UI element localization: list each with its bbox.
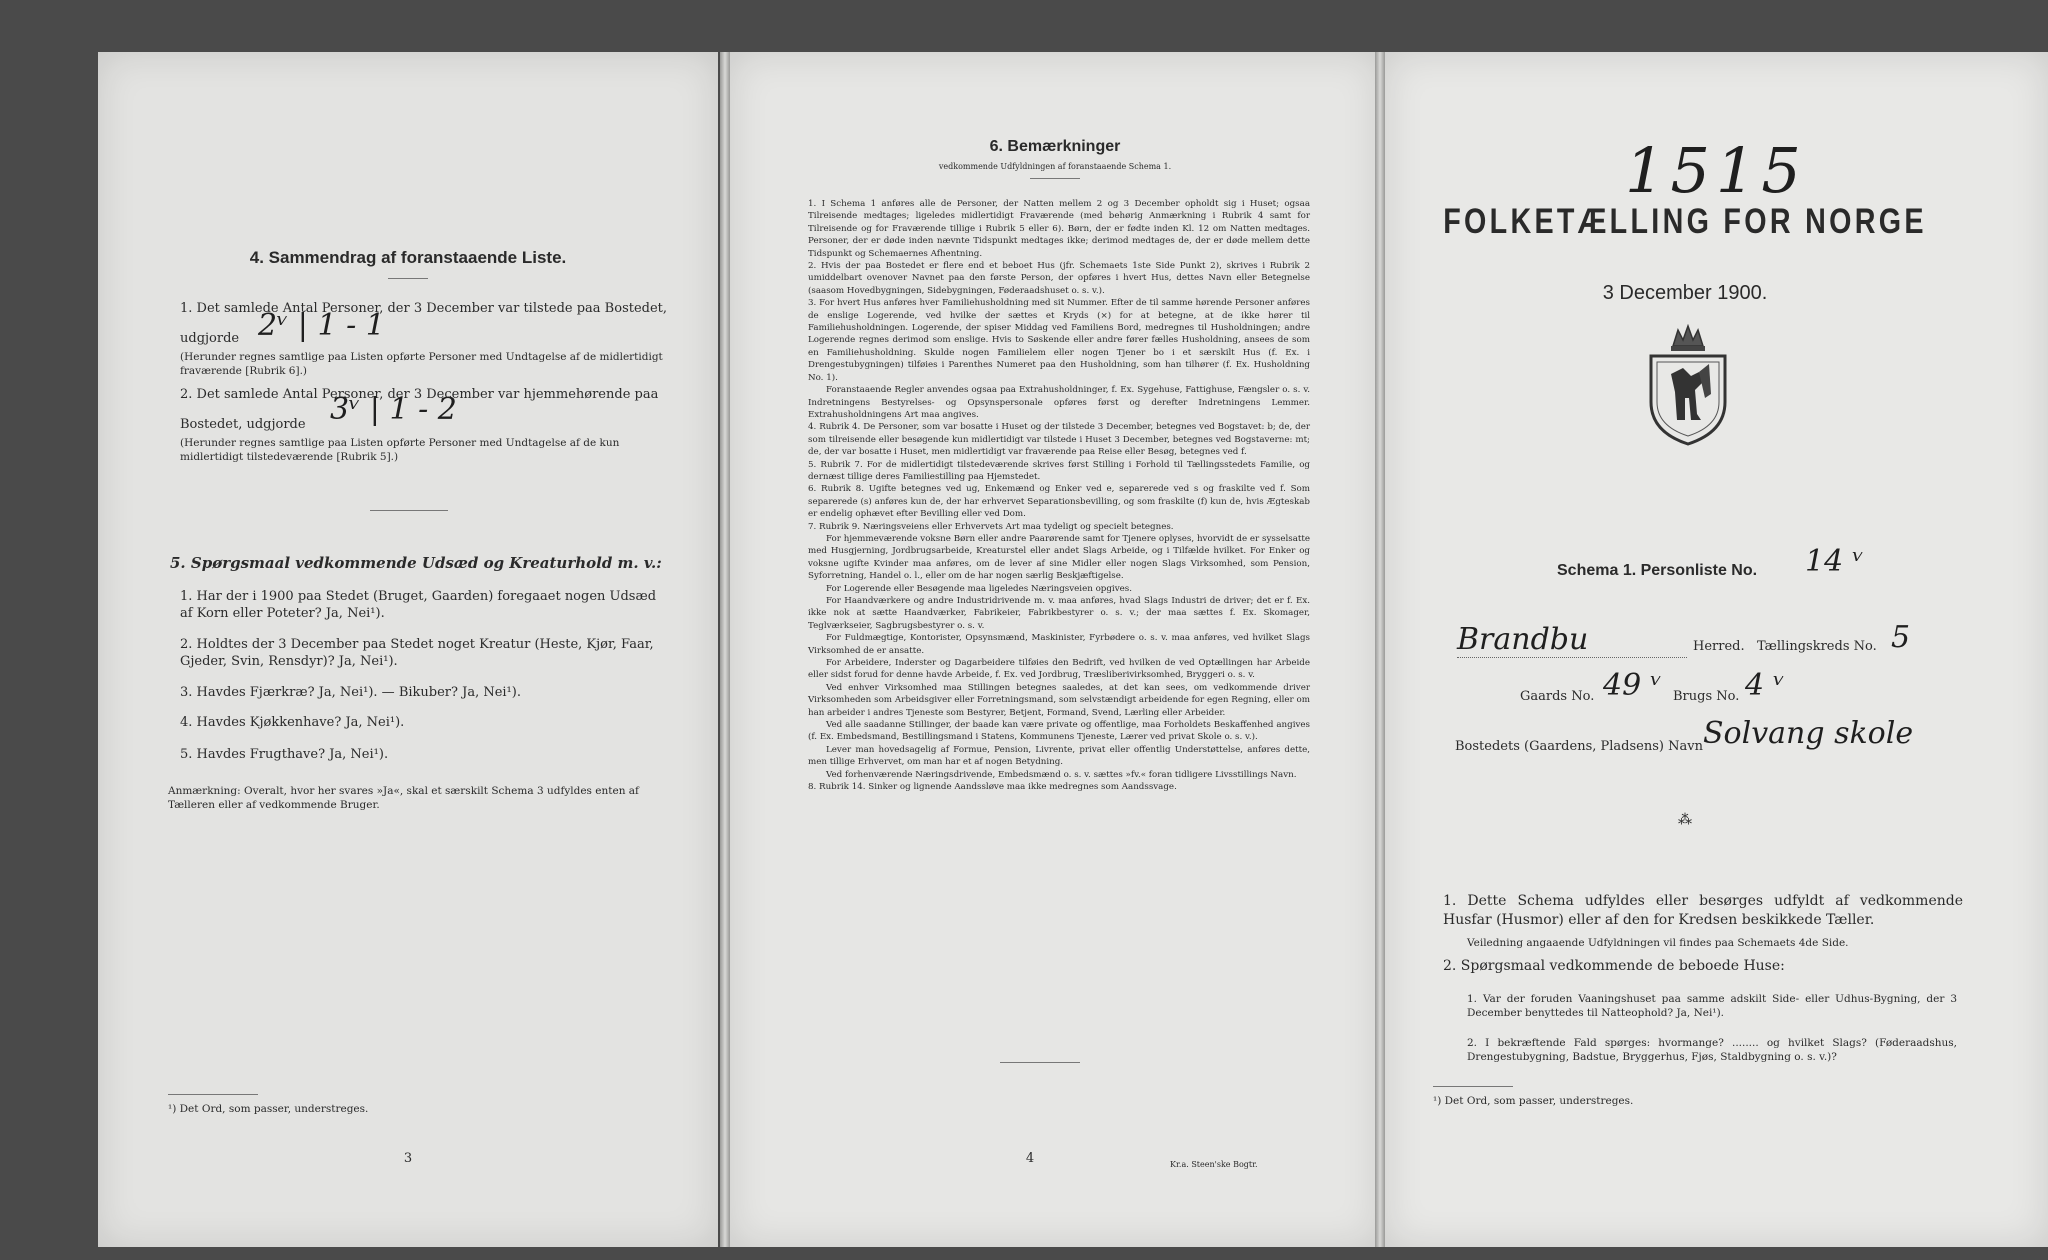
item2-note: (Herunder regnes samtlige paa Listen opførte Personer med Undtagelse af de kun midlertidigt tilstedeværende [Rubrik 5].) (180, 437, 620, 463)
remark-7i: Lever man hovedsagelig af Formue, Pension, Livrente, privat eller offentlig Understøttelse, anføres dette, men tillige Erhvervet, om man har et af nogen Betydning. (808, 744, 1310, 768)
instruction-2: 2. Spørgsmaal vedkommende de beboede Huse: (1443, 958, 1785, 974)
question-1: 1. Har der i 1900 paa Stedet (Bruget, Gaarden) foregaaet nogen Udsæd af Korn eller Poteter? Ja, Nei¹). (180, 589, 657, 621)
remark-7c: For Logerende eller Besøgende maa ligeledes Næringsveien opgives. (826, 583, 1132, 594)
instruction-2-1: 1. Var der foruden Vaaningshuset paa samme adskilt Side- eller Udhus-Bygning, der 3 December benyttedes til Natteophold? Ja, Nei¹). (1467, 993, 1957, 1019)
item1-value: 2ᵛ | 1 - 1 (258, 308, 385, 343)
instruction-2-2: 2. I bekræftende Fald spørges: hvormange? ........ og hvilket Slags? (Føderaadshus, Drengestubygning, Badstue, Bryggerhus, Fjøs, Staldbygning o. s. v.)? (1467, 1037, 1957, 1063)
kreds-label: Tællingskreds No. (1757, 639, 1877, 654)
bosted-label: Bostedets (Gaardens, Pladsens) Navn (1455, 739, 1703, 754)
remarks-subtitle: vedkommende Udfyldningen af foranstaaende Schema 1. (938, 162, 1172, 171)
brugs-value: 4 ᵛ (1745, 668, 1785, 703)
book-spine (720, 52, 730, 1247)
gaards-value: 49 ᵛ (1603, 668, 1662, 703)
footnote-rule (168, 1094, 258, 1095)
question-2: 2. Holdtes der 3 December paa Stedet noget Kreatur (Heste, Kjør, Faar, Gjeder, Svin, Rensdyr)? Ja, Nei¹). (180, 637, 654, 669)
page-number: 3 (403, 1151, 413, 1166)
divider (1000, 1062, 1080, 1063)
main-title: FOLKETÆLLING FOR NORGE (1443, 202, 1927, 241)
question-5: 5. Havdes Frugthave? Ja, Nei¹). (180, 747, 389, 762)
page-1 (1385, 52, 2048, 1247)
brugs-label: Brugs No. (1673, 689, 1740, 704)
schema-value: 14 ᵛ (1805, 544, 1864, 579)
remark-7d: For Haandværkere og andre Industridrivende m. v. maa anføres, hvad Slags Industri de driver; det er f. Ex. ikke nok at sætte Haandværker, Fabrikeier, Fabrikbestyrer o. s. v.; der maa sættes f. Ex. Skomager, Teglværkseier, Sagbrugsbestyrer o. s. v. (808, 596, 1310, 631)
remark-7j: Ved forhenværende Næringsdrivende, Embedsmænd o. s. v. sættes »fv.« foran tidligere Livsstillings Navn. (826, 769, 1297, 780)
remark-7: 7. Rubrik 9. Næringsveiens eller Erhvervets Art maa tydeligt og specielt betegnes. (808, 521, 1174, 532)
item1-text: 1. Det samlede Antal Personer, der 3 December var tilstede paa Bostedet, (180, 301, 668, 316)
instruction-1: 1. Dette Schema udfyldes eller besørges udfyldt af vedkommende Husfar (Husmor) eller af den for Kredsen beskikkede Tæller. (1443, 893, 1963, 928)
remark-5: 5. Rubrik 7. For de midlertidigt tilstedeværende skrives først Stilling i Forhold til Tællingsstedets Familie, og dernæst tillige deres Familiestilling paa Hjemstedet. (808, 459, 1310, 482)
book-spine (1375, 52, 1385, 1247)
remark-7b: For hjemmeværende voksne Børn eller andre Paarørende samt for Tjenere oplyses, hvorvidt de er sysselsatte med Husgjerning, Jordbrugsarbeide, Kreaturstel eller andet Slags Arbeide, og i Tilfælde hvilket. For Enker og voksne ugifte Kvinder maa anføres, om de lever af sine Midler eller nogen Slags Virksomhed, som Pension, Syforretning, Handel o. l., eller om de har nogen særlig Beskjæftigelse. (808, 533, 1310, 582)
footnote: ¹) Det Ord, som passer, understreges. (1433, 1095, 1634, 1107)
divider (388, 278, 428, 279)
remark-4: 4. Rubrik 4. De Personer, som var bosatte i Huset og der tilstede 3 December, betegnes ved Bogstavet: b; de, der som tilreisende eller besøgende kun midlertidigt var tilstede i Huset 3 December, betegnes ved Bogstaverne: mt; de, der var bosatte i Huset, men midlertidigt var fraværende paa Reise eller Besøg, betegnes ved f. (808, 422, 1310, 458)
remark-2: 2. Hvis der paa Bostedet er flere end et beboet Hus (jfr. Schemaets 1ste Side Punkt 2), skrives i Rubrik 2 umiddelbart ovenover Navnet paa den første Person, der opføres i hvert Hus, dettes Navn eller Betegnelse (saasom Hovedbygningen, Sidebygningen, Føderaadshuset o. s. v.). (808, 261, 1310, 296)
bosted-value: Solvang skole (1703, 716, 1914, 751)
schema-label: Schema 1. Personliste No. (1557, 562, 1758, 579)
divider (1030, 178, 1080, 179)
page-3 (98, 52, 718, 1247)
printer-mark: Kr.a. Steen'ske Bogtr. (1170, 1160, 1258, 1169)
coat-of-arms-icon (1645, 324, 1731, 448)
page-4 (730, 52, 1380, 1247)
question-4: 4. Havdes Kjøkkenhave? Ja, Nei¹). (180, 715, 405, 730)
remarks-title: 6. Bemærkninger (989, 138, 1121, 155)
divider (370, 510, 448, 511)
item2-text: 2. Det samlede Antal Personer, der 3 December var hjemmehørende paa (180, 387, 659, 402)
footnote: ¹) Det Ord, som passer, understreges. (168, 1103, 369, 1115)
instruction-1-note: Veiledning angaaende Udfyldningen vil findes paa Schemaets 4de Side. (1467, 937, 1849, 949)
anmaerkning: Anmærkning: Overalt, hvor her svares »Ja«, skal et særskilt Schema 3 udfyldes enten af Tælleren eller af vedkommende Bruger. (168, 785, 639, 811)
census-date: 3 December 1900. (1602, 282, 1768, 304)
herred-label: Herred. (1693, 639, 1745, 654)
ornament: ⁂ (1678, 812, 1692, 828)
remark-1: 1. I Schema 1 anføres alle de Personer, der Natten mellem 2 og 3 December opholdt sig i Huset; ogsaa Tilreisende medtages; ligeledes midlertidigt Fraværende (med behørig Anmærkning i Rubrik 4 samt for Tilreisende og for Fraværende tillige i Rubrik 5 eller 6). Børn, der er fødte inden Kl. 12 om Natten medtages. Personer, der er døde inden nævnte Tidspunkt medtages ikke; derimod medtages de, der er døde mellem dette Tidspunkt og Schemaernes Afhentning. (808, 199, 1310, 259)
section5-title: 5. Spørgsmaal vedkommende Udsæd og Kreaturhold m. v.: (170, 554, 662, 572)
remarks-body (808, 198, 1310, 794)
item2-bostedet: Bostedet, udgjorde (180, 417, 306, 432)
herred-value: Brandbu (1457, 622, 1687, 658)
item1-udgjorde: udgjorde (180, 331, 240, 346)
handwritten-number: 1515 (1625, 134, 1807, 207)
footnote-rule (1433, 1086, 1513, 1087)
remark-7e: For Fuldmægtige, Kontorister, Opsynsmænd, Maskinister, Fyrbødere o. s. v. maa anføres, ved hvilket Slags Virksomhed de er ansatte. (808, 633, 1310, 656)
remark-3: 3. For hvert Hus anføres hver Familiehusholdning med sit Nummer. Efter de til samme hørende Personer anføres de enslige Logerende, ved hvilke der sættes et Kryds (×) for at betegne, at de ikke hører til Familiehusholdningen. Logerende, der spiser Middag ved Familiens Bord, medregnes til Husholdningen; andre Logerende regnes derimod som enslige. Hvis to Søskende eller andre fører fælles Husholdning, ansees de som en Familiehusholdning. Skulde nogen Familielem eller nogen Tjener bo i et særskilt Hus (f. Ex. i Drengestubygningen) tilføies i Parenthes Numeret paa den Husholdning, som han tilhører (f. Ex. Husholdning No. 1). (808, 298, 1310, 383)
remark-8: 8. Rubrik 14. Sinker og lignende Aandssløve maa ikke medregnes som Aandssvage. (808, 782, 1177, 793)
remark-7h: Ved alle saadanne Stillinger, der baade kan være private og offentlige, maa Forholdets Beskaffenhed angives (f. Ex. Embedsmand, Bestillingsmand i Statens, Kommunens Tjeneste, Lærer ved privat Skole o. s. v.). (808, 720, 1310, 743)
remark-6: 6. Rubrik 8. Ugifte betegnes ved ug, Enkemænd og Enker ved e, separerede ved s og fraskilte ved f. Som separerede (s) anføres kun de, der har erhvervet Separationsbevilling, og som fraskilte (f) kun de, hvis Ægteskab er endelig ophævet efter Bevilling eller ved Dom. (808, 484, 1310, 520)
item1-note: (Herunder regnes samtlige paa Listen opførte Personer med Undtagelse af de midlertidigt fraværende [Rubrik 6].) (180, 351, 663, 377)
question-3: 3. Havdes Fjærkræ? Ja, Nei¹). — Bikuber? Ja, Nei¹). (180, 685, 521, 700)
gaards-label: Gaards No. (1520, 689, 1595, 704)
kreds-value: 5 (1891, 620, 1911, 655)
section4-title: 4. Sammendrag af foranstaaende Liste. (249, 248, 567, 267)
remark-7f: For Arbeidere, Inderster og Dagarbeidere tilføies den Bedrift, ved hvilken de ved Optællingen har Arbeide eller sidst forud for denne havde Arbeide, f. Ex. ved Jordbrug, Træsliberivirksomhed, Bryggeri o. s. v. (808, 658, 1310, 681)
page-number: 4 (1025, 1151, 1035, 1166)
item2-value: 3ᵛ | 1 - 2 (330, 392, 457, 427)
remark-3b: Foranstaaende Regler anvendes ogsaa paa Extrahusholdninger, f. Ex. Sygehuse, Fattighuse, Fængsler o. s. v. Indretningens Bestyrelses- og Opsynspersonale opføres først og derefter Indretningens Lemmer. Extrahusholdningens Art maa angives. (808, 385, 1310, 420)
remark-7g: Ved enhver Virksomhed maa Stillingen betegnes saaledes, at det kan sees, om vedkommende driver Virksomheden som Arbeidsgiver eller Forretningsmand, som selvstændigt arbeidende for egen Regning, eller om han arbeider i andres Tjeneste som Bestyrer, Betjent, Formand, Svend, Lærling eller Arbeider. (808, 682, 1310, 718)
